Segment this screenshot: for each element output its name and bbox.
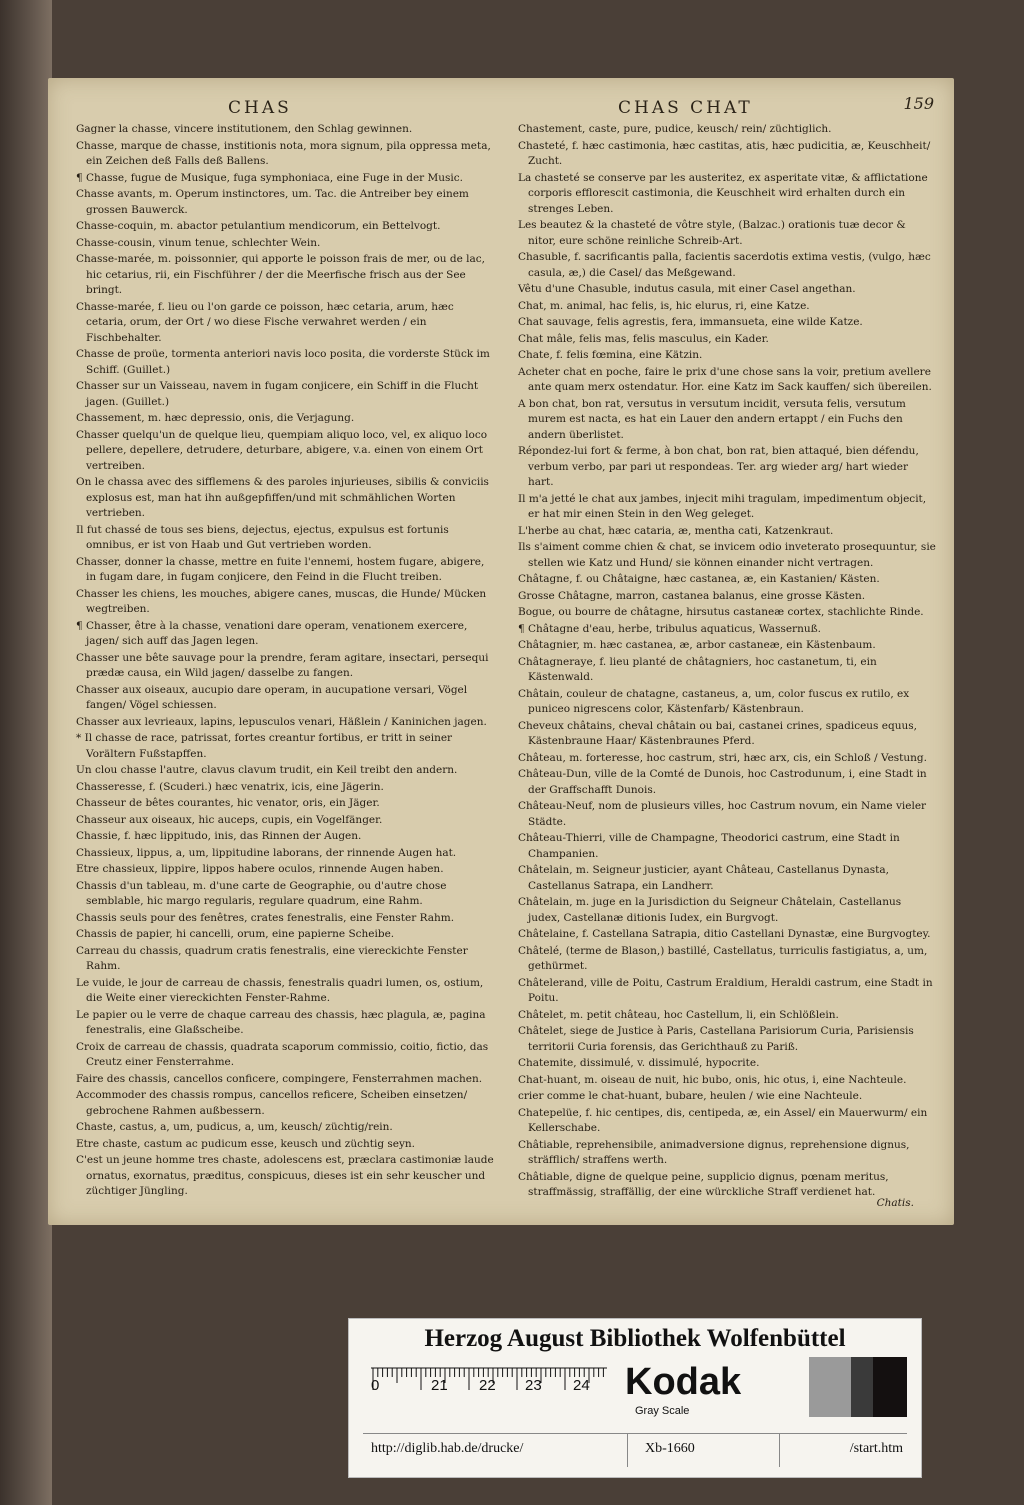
dictionary-entry: La chasteté se conserve par les austeritez, ex asperitate vitæ, & afflictatione corporis efflorescit castimonia, die Keuschheit wird erhalten durch ein strenges Leben.: [518, 171, 928, 215]
book-binding: [0, 0, 52, 1505]
dictionary-entry: Vêtu d'une Chasuble, indutus casula, mit einer Casel angethan.: [518, 283, 856, 295]
dictionary-entry: Chasse, marque de chasse, institionis nota, mora signum, pila oppressa meta, ein Zeichen deß Falls deß Ballens.: [76, 139, 491, 167]
library-url: http://diglib.hab.de/drucke/: [371, 1441, 524, 1456]
card-divider: [779, 1433, 780, 1467]
dictionary-entry: Etre chaste, castum ac pudicum esse, keusch und züchtig seyn.: [76, 1137, 416, 1150]
dictionary-entry: Chasser quelqu'un de quelque lieu, quempiam aliquo loco, vel, ex aliquo loco pellere, depellere, detrudere, deturbare, abigere, v.a. einen von einem Ort vertreiben.: [76, 428, 488, 472]
ruler-label: 0: [371, 1377, 380, 1394]
kodak-logo: Kodak: [625, 1361, 742, 1403]
dictionary-entry: Chasse-marée, m. poissonnier, qui apporte le poisson frais de mer, ou de lac, hic cetarius, rii, ein Fischführer / der die Meerfische frisch aus der See bringt.: [76, 253, 485, 296]
dictionary-entry: Gagner la chasse, vincere institutionem, den Schlag gewinnen.: [76, 123, 413, 135]
dictionary-entry: Chasseresse, f. (Scuderi.) hæc venatrix, icis, eine Jägerin.: [76, 780, 384, 793]
dictionary-entry: Châtelerand, ville de Poitu, Castrum Eraldium, Heraldi castrum, eine Stadt in Poitu.: [518, 976, 933, 1004]
dictionary-entry: Etre chassieux, lippire, lippos habere oculos, rinnende Augen haben.: [76, 863, 444, 875]
dictionary-entry: C'est un jeune homme tres chaste, adolescens est, præclara castimoniæ laude ornatus, exornatus, præditus, conspicuus, dieses ist ein sehr keuscher und züchtiger Jüngling.: [76, 1154, 494, 1197]
dictionary-entry: Chasseur aux oiseaux, hic auceps, cupis, ein Vogelfänger.: [76, 813, 383, 826]
book-page: [48, 78, 954, 1225]
dictionary-entry: Chasuble, f. sacrificantis palla, facientis sacerdotis extima vestis, (vulgo, hæc casula, æ,) die Casel/ das Meßgewand.: [518, 251, 931, 279]
dictionary-entry: Châtelain, m. Seigneur justicier, ayant Château, Castellanus Dynasta, Castellanus Satrapa, ein Landherr.: [518, 864, 889, 892]
ruler-label: 22: [479, 1377, 496, 1394]
header-left: CHAS: [228, 98, 292, 118]
dictionary-entry: Château, m. forteresse, hoc castrum, stri, hæc arx, cis, ein Schloß / Vestung.: [518, 751, 927, 764]
library-title: Herzog August Bibliothek Wolfenbüttel: [424, 1325, 846, 1352]
dictionary-entry: Chasse-cousin, vinum tenue, schlechter Wein.: [76, 236, 321, 249]
dictionary-entry: ¶ Châtagne d'eau, herbe, tribulus aquaticus, Wassernuß.: [518, 622, 821, 635]
dictionary-entry: Châtelaine, f. Castellana Satrapia, ditio Castellani Dynastæ, eine Burgvogtey.: [518, 928, 931, 940]
dictionary-entry: Chasser aux oiseaux, aucupio dare operam, in aucupatione versari, Vögel fangen/ Vögel schiessen.: [76, 683, 468, 711]
header-right: CHAS CHAT: [618, 98, 753, 118]
dictionary-entry: L'herbe au chat, hæc cataria, æ, mentha cati, Katzenkraut.: [518, 524, 834, 537]
dictionary-entry: Carreau du chassis, quadrum cratis fenestralis, eine viereckichte Fenster Rahm.: [76, 944, 468, 972]
dictionary-entry: Faire des chassis, cancellos conficere, compingere, Fensterrahmen machen.: [76, 1072, 483, 1085]
right-column: [518, 122, 936, 1202]
dictionary-entry: Château-Thierri, ville de Champagne, Theodorici castrum, eine Stadt in Champanien.: [518, 832, 900, 860]
shelfmark: Xb-1660: [645, 1441, 695, 1456]
dictionary-entry: Chaste, castus, a, um, pudicus, a, um, keusch/ züchtig/rein.: [76, 1121, 393, 1133]
dictionary-entry: Répondez-lui fort & ferme, à bon chat, bon rat, bien attaqué, bien défendu, verbum verbo, par pari ut respondeas. Ter. arg wieder arg/ hart wieder hart.: [518, 445, 919, 488]
dictionary-entry: Chasse-marée, f. lieu ou l'on garde ce poisson, hæc cetaria, arum, hæc cetaria, orum, der Ort / wo diese Fische verwahret werden / ein Fischbehalter.: [76, 300, 454, 344]
gray-patch: [809, 1357, 851, 1417]
dictionary-entry: Château-Neuf, nom de plusieurs villes, hoc Castrum novum, ein Name vieler Städte.: [518, 800, 927, 828]
card-divider: [363, 1433, 907, 1434]
dictionary-entry: Chat-huant, m. oiseau de nuit, hic bubo, onis, hic otus, i, eine Nachteule.: [518, 1073, 907, 1086]
start-link: /start.htm: [849, 1441, 903, 1456]
dictionary-entry: Chat, m. animal, hac felis, is, hic elurus, ri, eine Katze.: [518, 299, 810, 312]
dictionary-entry: Châtelain, m. juge en la Jurisdiction du Seigneur Châtelain, Castellanus judex, Castellanæ ditionis Iudex, ein Burgvogt.: [518, 896, 902, 924]
dictionary-entry: ¶ Chasser, être à la chasse, venationi dare operam, venationem exercere, jagen/ sich auff das Jagen legen.: [76, 619, 468, 647]
dictionary-entry: Châtagne, f. ou Châtaigne, hæc castanea, æ, ein Kastanien/ Kästen.: [518, 573, 880, 585]
dictionary-entry: Chassement, m. hæc depressio, onis, die Verjagung.: [76, 412, 355, 424]
gray-patch: [873, 1357, 907, 1417]
dictionary-entry: Châtelet, m. petit château, hoc Castellum, li, ein Schlößlein.: [518, 1008, 839, 1021]
dictionary-entry: Chassieux, lippus, a, um, lippitudine laborans, der rinnende Augen hat.: [76, 846, 457, 859]
dictionary-entry: Bogue, ou bourre de châtagne, hirsutus castaneæ cortex, stachlichte Rinde.: [518, 606, 924, 618]
dictionary-entry: Chasteté, f. hæc castimonia, hæc castitas, atis, hæc pudicitia, æ, Keuschheit/ Zucht.: [518, 139, 931, 167]
dictionary-entry: Chasser une bête sauvage pour la prendre, feram agitare, insectari, persequi prædæ causa, ein Wild jagen/ dasselbe zu fangen.: [76, 651, 489, 679]
dictionary-entry: Chassis d'un tableau, m. d'une carte de Geographie, ou d'autre chose semblable, hic margo regularis, regulare quadrum, eine Rahm.: [76, 879, 447, 907]
dictionary-entry: Chasse avants, m. Operum instinctores, um. Tac. die Antreiber bey einem grossen Bauwerck.: [76, 188, 469, 216]
dictionary-entry: Grosse Châtagne, marron, castanea balanus, eine grosse Kästen.: [518, 589, 866, 602]
library-card: [348, 1318, 922, 1478]
ruler-label: 23: [525, 1377, 542, 1394]
dictionary-entry: Chastement, caste, pure, pudice, keusch/ rein/ züchtiglich.: [518, 123, 832, 135]
left-column: [76, 122, 494, 1201]
dictionary-entry: Châtagnier, m. hæc castanea, æ, arbor castaneæ, ein Kästenbaum.: [518, 639, 876, 651]
dictionary-entry: Chassie, f. hæc lippitudo, inis, das Rinnen der Augen.: [76, 830, 362, 842]
ruler-label: 24: [573, 1377, 590, 1394]
dictionary-entry: Il fut chassé de tous ses biens, dejectus, ejectus, expulsus est fortunis omnibus, er ist von Haab und Gut vertrieben worden.: [76, 523, 449, 551]
dictionary-entry: Chasser sur un Vaisseau, navem in fugam conjicere, ein Schiff in die Flucht jagen. (Guillet.): [76, 380, 479, 408]
dictionary-entry: Châtain, couleur de chatagne, castaneus, a, um, color fuscus ex rutilo, ex puniceo nigrescens color, Kästenfarb/ Kästenbraun.: [518, 687, 910, 715]
card-divider: [627, 1433, 628, 1467]
dictionary-entry: Chasser les chiens, les mouches, abigere canes, muscas, die Hunde/ Mücken wegtreiben.: [76, 587, 487, 615]
dictionary-entry: On le chassa avec des sifflemens & des paroles injurieuses, sibilis & conviciis explosus est, man hat ihn außgepfiffen/und mit schmählichen Worten vertrieben.: [76, 476, 489, 519]
dictionary-entry: * Il chasse de race, patrissat, fortes creantur fortibus, er tritt in seiner Vorältern Fußstapffen.: [76, 732, 453, 760]
dictionary-entry: crier comme le chat-huant, bubare, heulen / wie eine Nachteule.: [518, 1090, 863, 1102]
dictionary-entry: Châtelet, siege de Justice à Paris, Castellana Parisiorum Curia, Parisiensis territorii Curia forensis, das Gerichthauß zu Pariß.: [518, 1025, 914, 1053]
dictionary-entry: Chat mâle, felis mas, felis masculus, ein Kader.: [518, 332, 769, 345]
dictionary-entry: Chatemite, dissimulé, v. dissimulé, hypocrite.: [518, 1057, 760, 1069]
dictionary-entry: Chasseur de bêtes courantes, hic venator, oris, ein Jäger.: [76, 797, 380, 809]
dictionary-entry: Chatepelüe, f. hic centipes, dis, centipeda, æ, ein Assel/ ein Mauerwurm/ ein Kellerschabe.: [518, 1106, 928, 1134]
dictionary-entry: Châtiable, reprehensibile, animadversione dignus, reprehensione dignus, sträfflich/ straffens werth.: [518, 1138, 910, 1166]
page-number: 159: [903, 94, 934, 113]
catchword: Chatis.: [876, 1197, 914, 1209]
dictionary-entry: Il m'a jetté le chat aux jambes, injecit mihi tragulam, impedimentum objecit, er hat mir einen Stein in den Weg geleget.: [518, 492, 927, 520]
dictionary-entry: Chasser aux levrieaux, lapins, lepusculos venari, Häßlein / Kaninichen jagen.: [76, 715, 487, 728]
dictionary-entry: Chate, f. felis fœmina, eine Kätzin.: [518, 349, 703, 361]
dictionary-entry: Un clou chasse l'autre, clavus clavum trudit, ein Keil treibt den andern.: [76, 764, 458, 776]
dictionary-entry: Le vuide, le jour de carreau de chassis, fenestralis quadri lumen, os, ostium, die Weite einer viereckichten Fenster-Rahme.: [76, 976, 484, 1004]
gray-scale-label: Gray Scale: [635, 1405, 690, 1417]
dictionary-entry: Châtelé, (terme de Blason,) bastillé, Castellatus, turriculis fastigiatus, a, um, gethürmet.: [518, 944, 928, 972]
dictionary-entry: Chassis de papier, hi cancelli, orum, eine papierne Scheibe.: [76, 928, 395, 940]
dictionary-entry: Les beautez & la chasteté de vôtre style, (Balzac.) orationis tuæ decor & nitor, eure schöne reinliche Schreib-Art.: [518, 219, 906, 247]
dictionary-entry: Accommoder des chassis rompus, cancellos reficere, Scheiben einsetzen/ gebrochene Rahmen außbessern.: [76, 1089, 468, 1117]
dictionary-entry: Chasse de proüe, tormenta anteriori navis loco posita, die vorderste Stück im Schiff. (Guillet.): [76, 348, 490, 376]
dictionary-entry: Cheveux châtains, cheval châtain ou bai, castanei crines, spadiceus equus, Kästenbraune Haar/ Kästenbraunes Pferd.: [518, 719, 917, 747]
dictionary-entry: Châtagneraye, f. lieu planté de châtagniers, hoc castanetum, ti, ein Kästenwald.: [518, 655, 877, 683]
dictionary-entry: Château-Dun, ville de la Comté de Dunois, hoc Castrodunum, i, eine Stadt in der Graffschafft Dunois.: [518, 768, 927, 796]
dictionary-entry: A bon chat, bon rat, versutus in versutum incidit, versuta felis, versutum murem est nacta, es hat ein Lauer den andern ertappt / ein Fuchs den andern überlistet.: [518, 397, 906, 441]
dictionary-entry: ¶ Chasse, fugue de Musique, fuga symphoniaca, eine Fuge in der Music.: [76, 171, 464, 184]
dictionary-entry: Ils s'aiment comme chien & chat, se invicem odio inveterato prosequuntur, sie stellen wie Katz und Hund/ sie können einander nicht vertragen.: [518, 541, 936, 569]
dictionary-entry: Chat sauvage, felis agrestis, fera, immansueta, eine wilde Katze.: [518, 316, 863, 328]
dictionary-entry: Chassis seuls pour des fenêtres, crates fenestralis, eine Fenster Rahm.: [76, 911, 455, 924]
ruler-label: 21: [431, 1377, 448, 1394]
dictionary-entry: Châtiable, digne de quelque peine, supplicio dignus, pœnam meritus, straffmässig, straffällig, der eine würckliche Straff verdienet hat.: [518, 1170, 889, 1198]
dictionary-entry: Chasser, donner la chasse, mettre en fuite l'ennemi, hostem fugare, abigere, in fugam dare, in fugam conjicere, den Feind in die Flucht treiben.: [76, 555, 485, 583]
dictionary-entry: Le papier ou le verre de chaque carreau des chassis, hæc plagula, æ, pagina fenestralis, eine Glaßscheibe.: [76, 1008, 486, 1036]
dictionary-entry: Chasse-coquin, m. abactor petulantium mendicorum, ein Bettelvogt.: [76, 220, 441, 232]
dictionary-entry: Acheter chat en poche, faire le prix d'une chose sans la voir, pretium avellere ante quam merx ostendatur. Hor. eine Katz im Sack kauffen/ sich übereilen.: [518, 365, 932, 393]
dictionary-entry: Croix de carreau de chassis, quadrata scaporum commissio, coitio, fictio, das Creutz einer Fensterrahme.: [76, 1040, 489, 1068]
